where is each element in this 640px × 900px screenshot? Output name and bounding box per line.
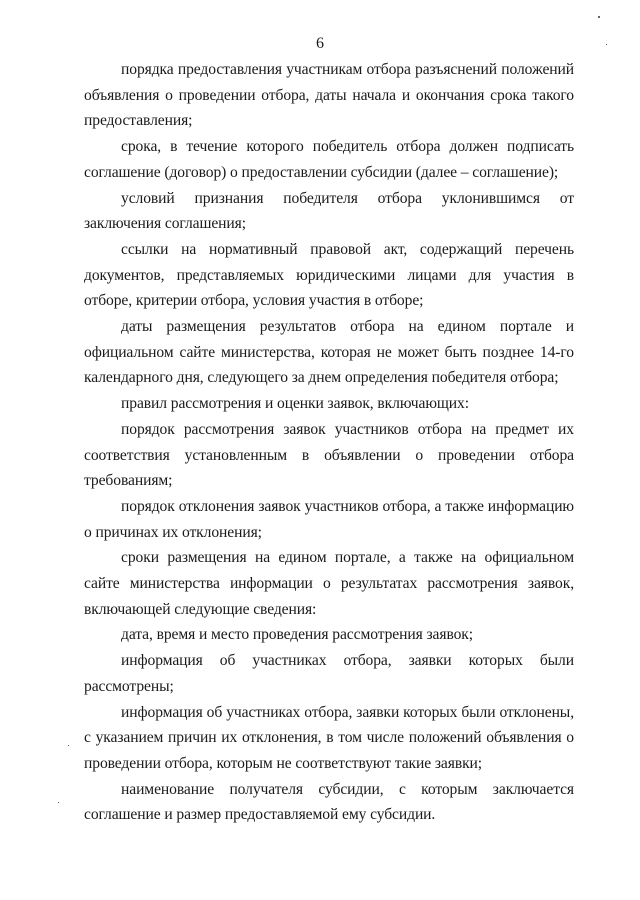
paragraph-7: порядок рассмотрения заявок участников отбора на предмет их соответствия установленным в объявлении о проведении отбора требованиям; (84, 420, 574, 490)
paragraph-6: правил рассмотрения и оценки заявок, включающих: (121, 395, 469, 413)
paragraph-2: срока, в течение которого победитель отбора должен подписать соглашение (договор) о предоставлении субсидии (далее – соглашение); (84, 138, 574, 181)
paragraph-8: порядок отклонения заявок участников отбора, а также информацию о причинах их отклонения; (84, 497, 574, 541)
page-number: 6 (316, 35, 324, 52)
scan-speck (58, 802, 59, 803)
scan-speck (598, 16, 600, 18)
paragraph-5: даты размещения результатов отбора на едином портале и официальном сайте министерства, которая не может быть позднее 14-го календарного дня, следующего за днем определения победителя отбора; (84, 318, 574, 387)
paragraph-3: условий признания победителя отбора уклонившимся от заключения соглашения; (84, 189, 574, 233)
paragraph-13: наименование получателя субсидии, с которым заключается соглашение и размер предоставляемой ему субсидии. (84, 780, 574, 824)
paragraph-11: информация об участниках отбора, заявки которых были рассмотрены; (84, 652, 574, 695)
document-body (84, 57, 574, 828)
paragraph-1: порядка предоставления участникам отбора разъяснений положений объявления о проведении отбора, даты начала и окончания срока такого предоставления; (84, 61, 574, 130)
scan-speck (606, 44, 607, 45)
paragraph-9: сроки размещения на едином портале, а также на официальном сайте министерства информации о результатах рассмотрения заявок, включающей следующие сведения: (84, 549, 574, 618)
scan-speck (68, 745, 69, 746)
paragraph-10: дата, время и место проведения рассмотрения заявок; (121, 626, 474, 644)
paragraph-12: информация об участниках отбора, заявки которых были отклонены, с указанием причин их отклонения, в том числе положений объявления о проведении отбора, которым не соответствуют такие заявки; (84, 703, 574, 772)
paragraph-4: ссылки на нормативный правовой акт, содержащий перечень документов, представляемых юридическими лицами для участия в отборе, критерии отбора, условия участия в отборе; (84, 240, 574, 310)
